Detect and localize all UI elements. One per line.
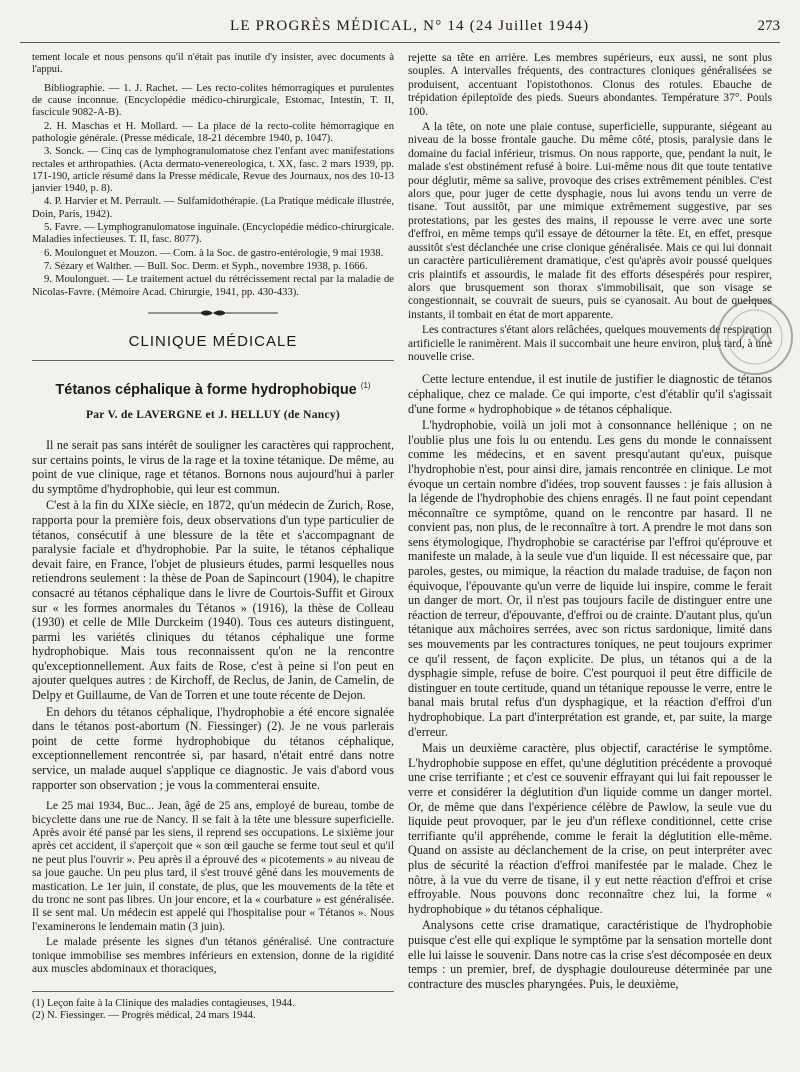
article-authors: Par V. de LAVERGNE et J. HELLUY (de Nancy) bbox=[85, 408, 341, 421]
case-paragraph: Les contractures s'étant alors relâchées, quelques mouvements de respiration artificielle le ranimèrent. Mais il succombait une heure environ, plus tard, à une nouvelle crise. bbox=[408, 324, 772, 363]
article-body-right bbox=[408, 372, 772, 991]
left-column bbox=[32, 52, 394, 1023]
case-paragraph: rejette sa tête en arrière. Les membres supérieurs, eux aussi, ne sont plus souples. A intervalles fréquents, des contractures cloniques généralisées se produisent, accentuant l'opistothonos. Clonus des rotules. Ebauche de trépidation épileptoïde des pieds. Sueurs abondantes. Température 37°. Pouls 100. bbox=[408, 52, 772, 118]
bibliography-entry: 7. Sézary et Walther. — Bull. Soc. Derm. et Syph., novembre 1938, p. 1666. bbox=[44, 260, 368, 272]
header-rule bbox=[20, 42, 780, 43]
case-paragraph: A la tête, on note une plaie contuse, superficielle, suppurante, siégeant au niveau de la bosse frontale gauche. Du même côté, ptosis, paralysie dans le domaine du facial inférieur, trismus. On nous rapporte, que, pendant la nuit, le malade s'est obstinément refusé à boire. Lui-même nous dit que toute tentative pour déglutir, même sa salive, provoque des crises extrêmement pénibles. C'est alors que, pour juger de cette dysphagie, nous lui avons tendu un verre de tisane. Tout aussitôt, par une mimique extrêmement suggestive, par ses protestations, par les gestes des mains, il repousse le verre avec une sorte d'effroi, en même temps qu'il essaye de détourner la tête. Et, en effet, presque aussitôt s'est déclanchée une crise clonique généralisée. Mais ce qui lui donnait un caractère particulièrement dramatique, c'est qu'après avoir poussé quelques cris plaintifs et assourdis, le malade fit des efforts désespérés pour respirer, alors que brusquement son thorax s'immobilisait, que son visage se congestionnait, se couvrait de sueurs, puis se cyanosait. Au bout de quelques instants, il tombait en état de mort apparente. bbox=[408, 121, 772, 321]
footnote: (2) N. Fiessinger. — Progrès médical, 24 mars 1944. bbox=[32, 1010, 256, 1022]
bibliography-entry: 3. Sonck. — Cinq cas de lymphogranulomatose chez l'enfant avec manifestations rectales et arthropathies. (Acta dermato-venereologica, t. XX, fasc. 2 mars 1939, pp. 171-190, article résumé dans la Presse médicale, Revue des Journaux, nos des 10-13 janvier 1940, p. 8). bbox=[32, 146, 394, 195]
section-rule bbox=[32, 360, 394, 361]
paragraph: Mais un deuxième caractère, plus objectif, caractérise le symptôme. L'hydrophobie suppose en effet, qu'une déglutition précédente a provoqué une crise terrifiante ; et c'est ce souvenir effrayant qui lui fait repousser le verre et considérer la déglutition d'un liquide comme un danger mortel. Or, de même que dans l'expérience célèbre de Pawlow, la seule vue du liquide peut provoquer, par le jeu d'un réflexe conditionnel, cette crise terrifiante qu'il appréhende, comme le ferait la déglutition elle-même. Quand on assiste au déclanchement de la crise, on peut interpréter avec plus de sécurité la réaction d'effroi manifestée par le malade. Chez le nôtre, à la vue du verre de tisane, il y eut nette réaction d'effroi et crise effroyable. Nous pouvons donc reconnaître chez lui, la forme « hydrophobique » du tétanos céphalique. bbox=[408, 741, 772, 916]
paragraph: C'est à la fin du XIXe siècle, en 1872, qu'un médecin de Zurich, Rose, rapporta pour la première fois, deux observations d'un type particulier de tétanos, consécutif à une blessure de la tête et s'accompagnant de paralysie faciale et d'hydrophobie. Par la suite, le tétanos céphalique devait faire, en France, l'objet de plusieurs études, parmi lesquelles nous retiendrons seulement : la thèse de Poan de Sapincourt (1904), le chapitre consacré au tétanos céphalique dans le livre de Courtois-Suffit et Giroux sur « les formes anormales du Tétanos » (1916), la thèse de Colleau (1930) et celle de Mlle Durckeim (1940). Tous ces auteurs distinguent, parmi les variétés cliniques du tétanos céphalique une forme hydrophobique. Mais tous reconnaissent qu'on ne la rencontre qu'exceptionnellement. Aux faits de Rose, c'est à peine si l'on peut en ajouter quelques autres : de Kirchoff, de Reclus, de Janin, de Camelin, de Delpy et Guillaume, de Van de Torren et une toute récente de Dejon. bbox=[32, 498, 394, 703]
article-title-note: (1) bbox=[360, 380, 371, 390]
bibliography-entry: 5. Favre. — Lymphogranulomatose inguinale. (Encyclopédie médico-chirurgicale. Maladies infectieuses. T. II, fasc. 8077). bbox=[32, 222, 394, 246]
page-header bbox=[20, 16, 780, 38]
ornament-icon bbox=[148, 307, 278, 319]
paragraph: Cette lecture entendue, il est inutile de justifier le diagnostic de tétanos céphalique, chez ce malade. Ce qui importe, c'est d'établir qu'il s'agissait d'une forme « hydrophobique » de tétanos céphalique. bbox=[408, 372, 772, 416]
bibliography bbox=[32, 83, 394, 299]
paragraph: Il ne serait pas sans intérêt de souligner les caractères qui rapprochent, sur certains points, le virus de la rage et la toxine tétanique. De même, au point de vue clinique, rage et tétanos. Bornons nous aujourd'hui à parler du symptôme d'hydrophobie, qui leur est commun. bbox=[32, 437, 394, 496]
article-body-left bbox=[32, 438, 394, 792]
previous-article-ending: tement locale et nous pensons qu'il n'était pas inutile d'y insister, avec documents à l'appui. bbox=[32, 52, 394, 76]
paragraph: En dehors du tétanos céphalique, l'hydrophobie a été encore signalée dans le tétanos post-abortum (N. Fiessinger) (2). Je ne vous parlerais point de cette forme hydrophobique du tétanos céphalique, exceptionnellement rencontrée si, par hasard, n'était entré dans notre service, un malade auquel s'applique ce diagnostic. Je vais d'abord vous rapporter son observation ; je vous la commenterai ensuite. bbox=[32, 704, 394, 792]
case-paragraph: Le 25 mai 1934, Buc... Jean, âgé de 25 ans, employé de bureau, tombe de bicyclette dans une rue de Nancy. Il se fait à la tête une blessure superficielle. Après avoir été pansé par les siens, il reprend ses occupations. Le sixième jour après cet accident, il s'aperçoit que « son œil gauche se ferme tout seul et qu'il ne peut plus l'ouvrir ». Peu après il a éprouvé des « picotements » au niveau de sa joue gauche. Un peu plus tard, il s'est trouvé gêné dans les mouvements de mastication. Le 1er juin, il constate, de plus, que les mouvements de la tête et du tronc ne sont pas libres. Un jour encore, et la « courbature » est généralisée. Il se sent mal. Un médecin est appelé qui l'hospitalise pour « Tétanos ». Nous l'examinerons le lendemain matin (3 juin). bbox=[32, 800, 394, 933]
case-paragraph: Le malade présente les signes d'un tétanos généralisé. Une contracture tonique immobilise ses membres inférieurs en extension, donne de la rigidité aux muscles abdominaux et thoraciques, bbox=[32, 936, 394, 976]
ornament-divider bbox=[32, 307, 394, 319]
footnotes bbox=[32, 991, 394, 1023]
article-title bbox=[32, 379, 394, 397]
bibliography-entry: 6. Moulonguet et Mouzon. — Com. à la Soc. de gastro-entérologie, 9 mai 1938. bbox=[44, 247, 384, 259]
page-number: 273 bbox=[757, 18, 780, 34]
library-stamp-icon bbox=[714, 296, 796, 378]
right-column bbox=[408, 52, 772, 993]
paragraph: Analysons cette crise dramatique, caractéristique de l'hydrophobie puisque c'est elle qui explique le symptôme par la sensation mortelle dont elle lui laisse le souvenir. Dans notre cas la crise s'est décomposée en deux temps : un premier, bref, de dysphagie douloureuse déterminée par une contracture des muscles pharyngées. Puis, le deuxième, bbox=[408, 918, 772, 991]
paragraph: L'hydrophobie, voilà un joli mot à consonnance hellénique ; on ne l'oublie plus une fois lu ou entendu. Les gens du monde le connaissent comme les médecins, et en savent presqu'autant qu'eux, puisque l'hydrophobie n'est, pour ainsi dire, jamais rencontrée en clinique. Le mot évoque un certain nombre d'idées, trop souvent fausses : je fais allusion à la légende de l'hydrophobie des chiens enragés. Il ne faut point cependant méconnaître ce symptôme, quand on le rencontre par hasard. Il ne convient pas, non plus, de le reconnaître à tort. A prendre le mot dans son sens étymologique, l'hydrophobie se caractérise par l'effroi qu'éprouve et manifeste un malade, à la seule vue d'un liquide. Il est nécessaire que, par paroles, gestes, ou mimique, la réaction du malade traduise, de façon non équivoque, l'épouvante qu'un verre de liquide lui inspire, comme le ferait un danger de mort. Or, il n'est pas toujours facile de distinguer entre une réaction de terreur, d'épouvante, d'effroi ou de crainte. D'autant plus, qu'un tétanique aux mâchoires serrées, avec son rictus sardonique, limité dans ses mouvements par les contractures toniques, ne peut toujours exprimer ce qu'il ressent, de façon explicite. De plus, un tétanos qui a de la dysphagie simple, refuse de boire. C'est pourquoi il peut être difficile de distinguer en toute certitude, quand un tétanique repousse le verre, entre le banal mais brutal refus d'un dysphagique, et la réaction d'effroi d'un hydrophobique. La part d'interprétation est grande, et, par suite, la marge d'erreur. bbox=[408, 418, 772, 739]
bibliography-entry: 9. Moulonguet. — Le traitement actuel du rétrécissement rectal par la maladie de Nicolas-Favre. (Mémoire Acad. Chirurgie, 1941, pp. 430-433). bbox=[32, 274, 394, 298]
bibliography-entry: 2. H. Maschas et H. Mollard. — La place de la recto-colite hémorragique en pathologie générale. (Presse médicale, 18-21 décembre 1940, p. 1047). bbox=[32, 120, 394, 144]
bibliography-entry: 4. P. Harvier et M. Perrault. — Sulfamidothérapie. (La Pratique médicale illustrée, Doin, Paris, 1942). bbox=[32, 196, 394, 220]
article-title-text: Tétanos céphalique à forme hydrophobique bbox=[55, 381, 357, 398]
footnote: (1) Leçon faite à la Clinique des maladies contagieuses, 1944. bbox=[32, 997, 295, 1009]
running-title: LE PROGRÈS MÉDICAL, N° 14 (24 Juillet 1944) bbox=[230, 18, 590, 34]
bibliography-entry: Bibliographie. — 1. J. Rachet. — Les recto-colites hémorragiques et purulentes de cause inconnue. (Encyclopédie médico-chirurgicale, Estomac, Intestin, T. II, fascicule 9082-A-B). bbox=[32, 82, 394, 119]
case-observation-left bbox=[32, 800, 394, 976]
section-title: CLINIQUE MÉDICALE bbox=[128, 332, 298, 350]
